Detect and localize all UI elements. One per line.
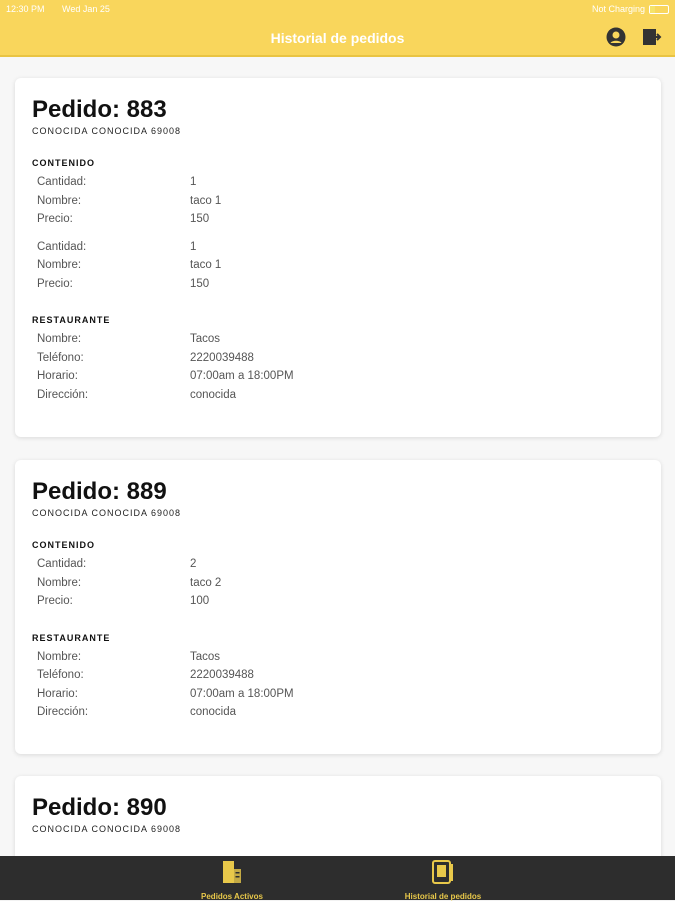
battery-status: Not Charging [591,4,645,14]
label: Cantidad: [37,176,87,188]
label: Cantidad: [37,240,87,253]
value: 2220039488 [190,669,254,681]
value: conocida [190,388,237,401]
order-card [15,78,661,437]
order-item [32,238,644,294]
order-item [32,555,644,611]
value: 150 [190,277,210,290]
tab-bar [0,856,675,900]
value: conocida [190,706,237,718]
value: 2220039488 [190,351,254,364]
value: 07:00am a 18:00PM [190,370,294,382]
tab-pedidos-activos[interactable] [152,860,312,901]
tab-label: Pedidos Activos [201,892,263,901]
label: Nombre: [37,576,82,589]
label: Teléfono: [37,351,84,364]
value: 07:00am a 18:00PM [190,687,294,700]
tab-label: Historial de pedidos [404,892,482,901]
value: taco 1 [190,259,222,271]
label: Nombre: [37,333,82,345]
label: Horario: [37,370,78,382]
label: Nombre: [37,650,82,663]
page-title: Historial de pedidos [270,30,405,46]
label: Precio: [37,213,73,225]
label: Nombre: [37,259,82,271]
order-address: CONOCIDA CONOCIDA 69008 [32,508,182,518]
label: Horario: [37,687,78,700]
value: 150 [190,213,210,225]
section-restaurante: RESTAURANTE [32,632,111,643]
section-contenido: CONTENIDO [32,158,95,168]
order-address: CONOCIDA CONOCIDA 69008 [32,126,182,136]
order-title: Pedido: 889 [32,478,167,505]
value: 2 [190,558,197,570]
value: taco 2 [190,576,222,589]
value: 1 [190,240,197,253]
value: Tacos [190,333,221,345]
label: Nombre: [37,194,82,207]
value: 100 [190,595,210,607]
label: Dirección: [37,388,89,401]
logout-icon[interactable] [642,27,662,47]
label: Teléfono: [37,669,84,681]
order-card [15,776,661,856]
building-icon [220,860,244,884]
label: Dirección: [37,706,89,718]
history-icon [431,860,455,884]
value: taco 1 [190,194,222,207]
order-card [15,460,661,754]
section-restaurante: RESTAURANTE [32,315,111,325]
battery-icon [649,5,669,14]
value: Tacos [190,650,221,663]
label: Cantidad: [37,558,87,570]
value: 1 [190,176,197,188]
profile-icon[interactable] [606,27,626,47]
label: Precio: [37,277,73,290]
label: Precio: [37,595,73,607]
section-contenido: CONTENIDO [32,540,95,550]
order-item [32,173,644,229]
order-address: CONOCIDA CONOCIDA 69008 [32,824,182,834]
tab-historial[interactable] [363,860,523,901]
order-title: Pedido: 890 [32,794,167,821]
status-date: Wed Jan 25 [62,4,110,14]
order-title: Pedido: 883 [32,96,167,123]
top-bar [0,0,675,57]
orders-list[interactable] [0,57,675,856]
status-time: 12:30 PM [6,4,45,14]
